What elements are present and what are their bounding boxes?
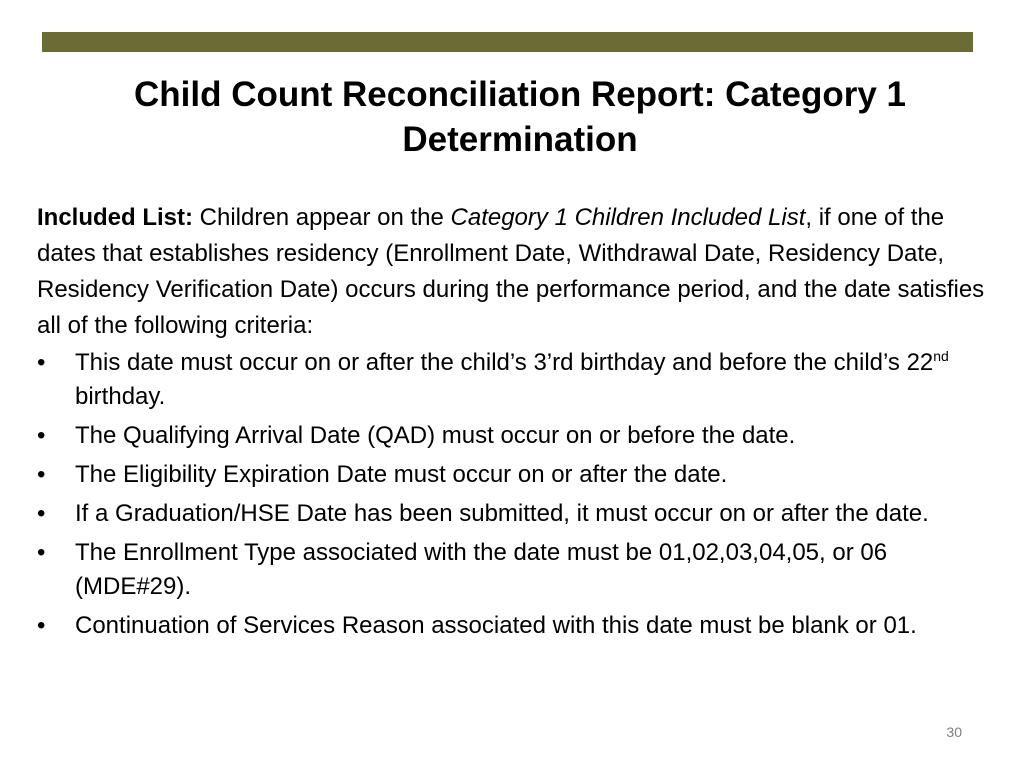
- bullet-marker: •: [37, 422, 46, 449]
- intro-paragraph: [37, 200, 987, 344]
- criteria-text: If a Graduation/HSE Date has been submitted, it must occur on or after the date.: [75, 500, 929, 527]
- bullet-marker: •: [37, 461, 46, 488]
- criteria-text: The Eligibility Expiration Date must occur on or after the date.: [75, 461, 728, 488]
- bullet-marker: •: [37, 612, 46, 639]
- criteria-text: The Enrollment Type associated with the date must be 01,02,03,04,05, or 06 (MDE#29).: [75, 539, 888, 600]
- header-accent-bar: [42, 32, 973, 52]
- bullet-marker: •: [37, 349, 46, 376]
- bullet-marker: •: [37, 500, 46, 527]
- criteria-list: [37, 346, 987, 643]
- intro-text-before: Children appear on the: [193, 204, 451, 231]
- included-list-name: Category 1 Children Included List: [450, 204, 806, 231]
- intro-label: Included List:: [37, 204, 193, 231]
- criteria-item-eligibility: [37, 458, 987, 492]
- intro-text-after: , if one of the dates that establishes residency (Enrollment Date, Withdrawal Date, Residency Date, Residency Verification Date) occurs during the performance period, and the date satisfies all of the following criteria:: [37, 204, 985, 339]
- bullet-marker: •: [37, 539, 46, 566]
- criteria-text-end: birthday.: [75, 383, 166, 410]
- criteria-text: This date must occur on or after the child’s 3’rd birthday and before the child’s 22: [75, 349, 934, 376]
- criteria-item-enrollment-type: [37, 536, 987, 604]
- criteria-item-age: [37, 346, 987, 414]
- page-number: 30: [946, 724, 962, 740]
- slide-body: [37, 200, 987, 648]
- slide-title: Child Count Reconciliation Report: Category 1 Determination: [134, 75, 906, 159]
- ordinal-superscript: nd: [933, 348, 949, 364]
- criteria-item-qad: [37, 419, 987, 453]
- criteria-item-continuation: [37, 609, 987, 643]
- criteria-text: Continuation of Services Reason associated with this date must be blank or 01.: [75, 612, 917, 639]
- criteria-text: The Qualifying Arrival Date (QAD) must occur on or before the date.: [75, 422, 796, 449]
- criteria-item-graduation: [37, 497, 987, 531]
